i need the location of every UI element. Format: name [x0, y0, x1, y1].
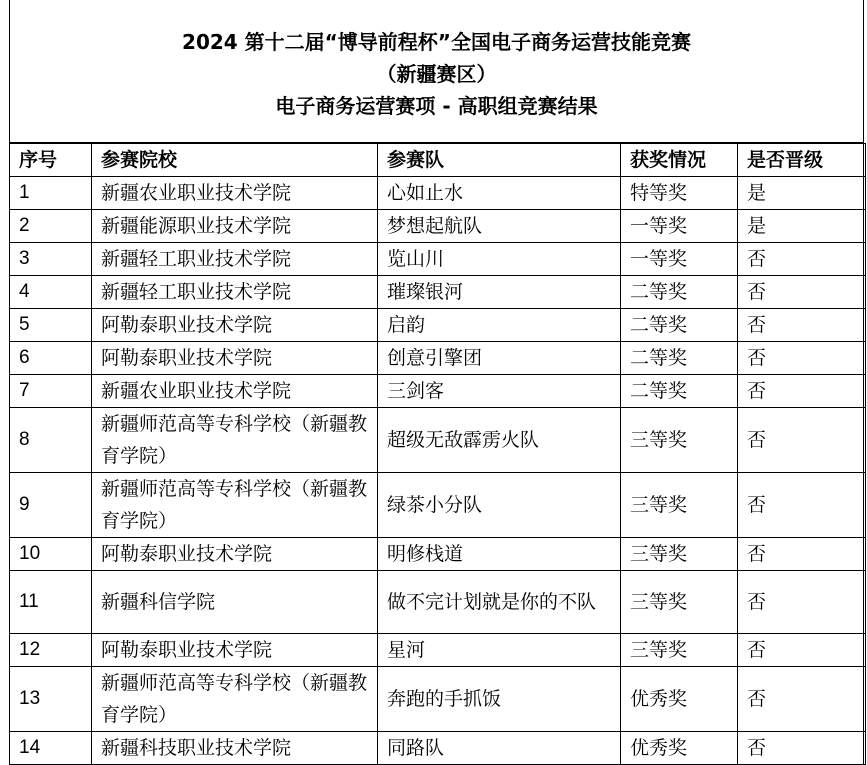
cell-school: 新疆轻工职业技术学院 [92, 243, 378, 276]
cell-index: 5 [10, 309, 92, 342]
table-row [10, 210, 866, 243]
title-block [10, 0, 863, 143]
table-row [10, 667, 866, 732]
cell-school: 新疆轻工职业技术学院 [92, 276, 378, 309]
cell-award: 一等奖 [621, 210, 738, 243]
results-sheet [9, 0, 864, 765]
cell-index: 12 [10, 634, 92, 667]
cell-team: 梦想起航队 [378, 210, 621, 243]
cell-team: 启韵 [378, 309, 621, 342]
cell-index: 14 [10, 732, 92, 765]
cell-team: 璀璨银河 [378, 276, 621, 309]
cell-award: 三等奖 [621, 473, 738, 538]
table-row [10, 375, 866, 408]
cell-school: 新疆师范高等专科学校（新疆教育学院） [92, 667, 378, 732]
cell-advance: 否 [738, 571, 866, 634]
cell-school: 新疆农业职业技术学院 [92, 375, 378, 408]
cell-school: 新疆师范高等专科学校（新疆教育学院） [92, 408, 378, 473]
cell-team: 心如止水 [378, 177, 621, 210]
cell-team: 明修栈道 [378, 538, 621, 571]
cell-index: 8 [10, 408, 92, 473]
cell-award: 特等奖 [621, 177, 738, 210]
header-index: 序号 [10, 144, 92, 177]
header-school: 参赛院校 [92, 144, 378, 177]
cell-index: 10 [10, 538, 92, 571]
table-row [10, 473, 866, 538]
cell-team: 做不完计划就是你的不队 [378, 571, 621, 634]
table-header-row [10, 144, 866, 177]
cell-team: 创意引擎团 [378, 342, 621, 375]
cell-team: 三剑客 [378, 375, 621, 408]
cell-award: 三等奖 [621, 634, 738, 667]
table-row [10, 408, 866, 473]
cell-school: 阿勒泰职业技术学院 [92, 634, 378, 667]
cell-team: 绿茶小分队 [378, 473, 621, 538]
header-advance: 是否晋级 [738, 144, 866, 177]
cell-advance: 否 [738, 732, 866, 765]
cell-index: 13 [10, 667, 92, 732]
table-row [10, 342, 866, 375]
cell-school: 新疆农业职业技术学院 [92, 177, 378, 210]
table-row [10, 571, 866, 634]
table-row [10, 634, 866, 667]
cell-advance: 否 [738, 309, 866, 342]
cell-advance: 否 [738, 408, 866, 473]
cell-school: 新疆科技职业技术学院 [92, 732, 378, 765]
cell-school: 新疆师范高等专科学校（新疆教育学院） [92, 473, 378, 538]
results-table [9, 143, 866, 765]
cell-advance: 是 [738, 177, 866, 210]
cell-advance: 否 [738, 276, 866, 309]
cell-award: 二等奖 [621, 276, 738, 309]
title-line-1: 2024 第十二届“博导前程杯”全国电子商务运营技能竞赛 [182, 30, 691, 54]
table-row [10, 538, 866, 571]
cell-award: 二等奖 [621, 375, 738, 408]
cell-award: 三等奖 [621, 571, 738, 634]
title-line-3: 电子商务运营赛项 - 高职组竞赛结果 [275, 94, 598, 118]
cell-award: 一等奖 [621, 243, 738, 276]
table-row [10, 177, 866, 210]
cell-team: 览山川 [378, 243, 621, 276]
cell-advance: 否 [738, 634, 866, 667]
cell-award: 三等奖 [621, 408, 738, 473]
cell-award: 优秀奖 [621, 732, 738, 765]
cell-advance: 否 [738, 243, 866, 276]
cell-advance: 否 [738, 538, 866, 571]
cell-index: 11 [10, 571, 92, 634]
cell-advance: 否 [738, 375, 866, 408]
cell-team: 星河 [378, 634, 621, 667]
cell-award: 优秀奖 [621, 667, 738, 732]
cell-school: 阿勒泰职业技术学院 [92, 538, 378, 571]
table-row [10, 243, 866, 276]
cell-school: 阿勒泰职业技术学院 [92, 342, 378, 375]
table-row [10, 732, 866, 765]
cell-index: 2 [10, 210, 92, 243]
cell-school: 新疆科信学院 [92, 571, 378, 634]
cell-index: 6 [10, 342, 92, 375]
cell-school: 新疆能源职业技术学院 [92, 210, 378, 243]
title-line-2: （新疆赛区） [376, 62, 497, 86]
table-row [10, 309, 866, 342]
cell-team: 同路队 [378, 732, 621, 765]
cell-advance: 是 [738, 210, 866, 243]
cell-index: 4 [10, 276, 92, 309]
cell-advance: 否 [738, 473, 866, 538]
cell-team: 奔跑的手抓饭 [378, 667, 621, 732]
cell-index: 3 [10, 243, 92, 276]
cell-index: 9 [10, 473, 92, 538]
cell-advance: 否 [738, 342, 866, 375]
cell-award: 二等奖 [621, 342, 738, 375]
cell-award: 二等奖 [621, 309, 738, 342]
header-team: 参赛队 [378, 144, 621, 177]
cell-team: 超级无敌霹雳火队 [378, 408, 621, 473]
header-award: 获奖情况 [621, 144, 738, 177]
cell-index: 1 [10, 177, 92, 210]
cell-advance: 否 [738, 667, 866, 732]
cell-award: 三等奖 [621, 538, 738, 571]
cell-school: 阿勒泰职业技术学院 [92, 309, 378, 342]
cell-index: 7 [10, 375, 92, 408]
table-row [10, 276, 866, 309]
